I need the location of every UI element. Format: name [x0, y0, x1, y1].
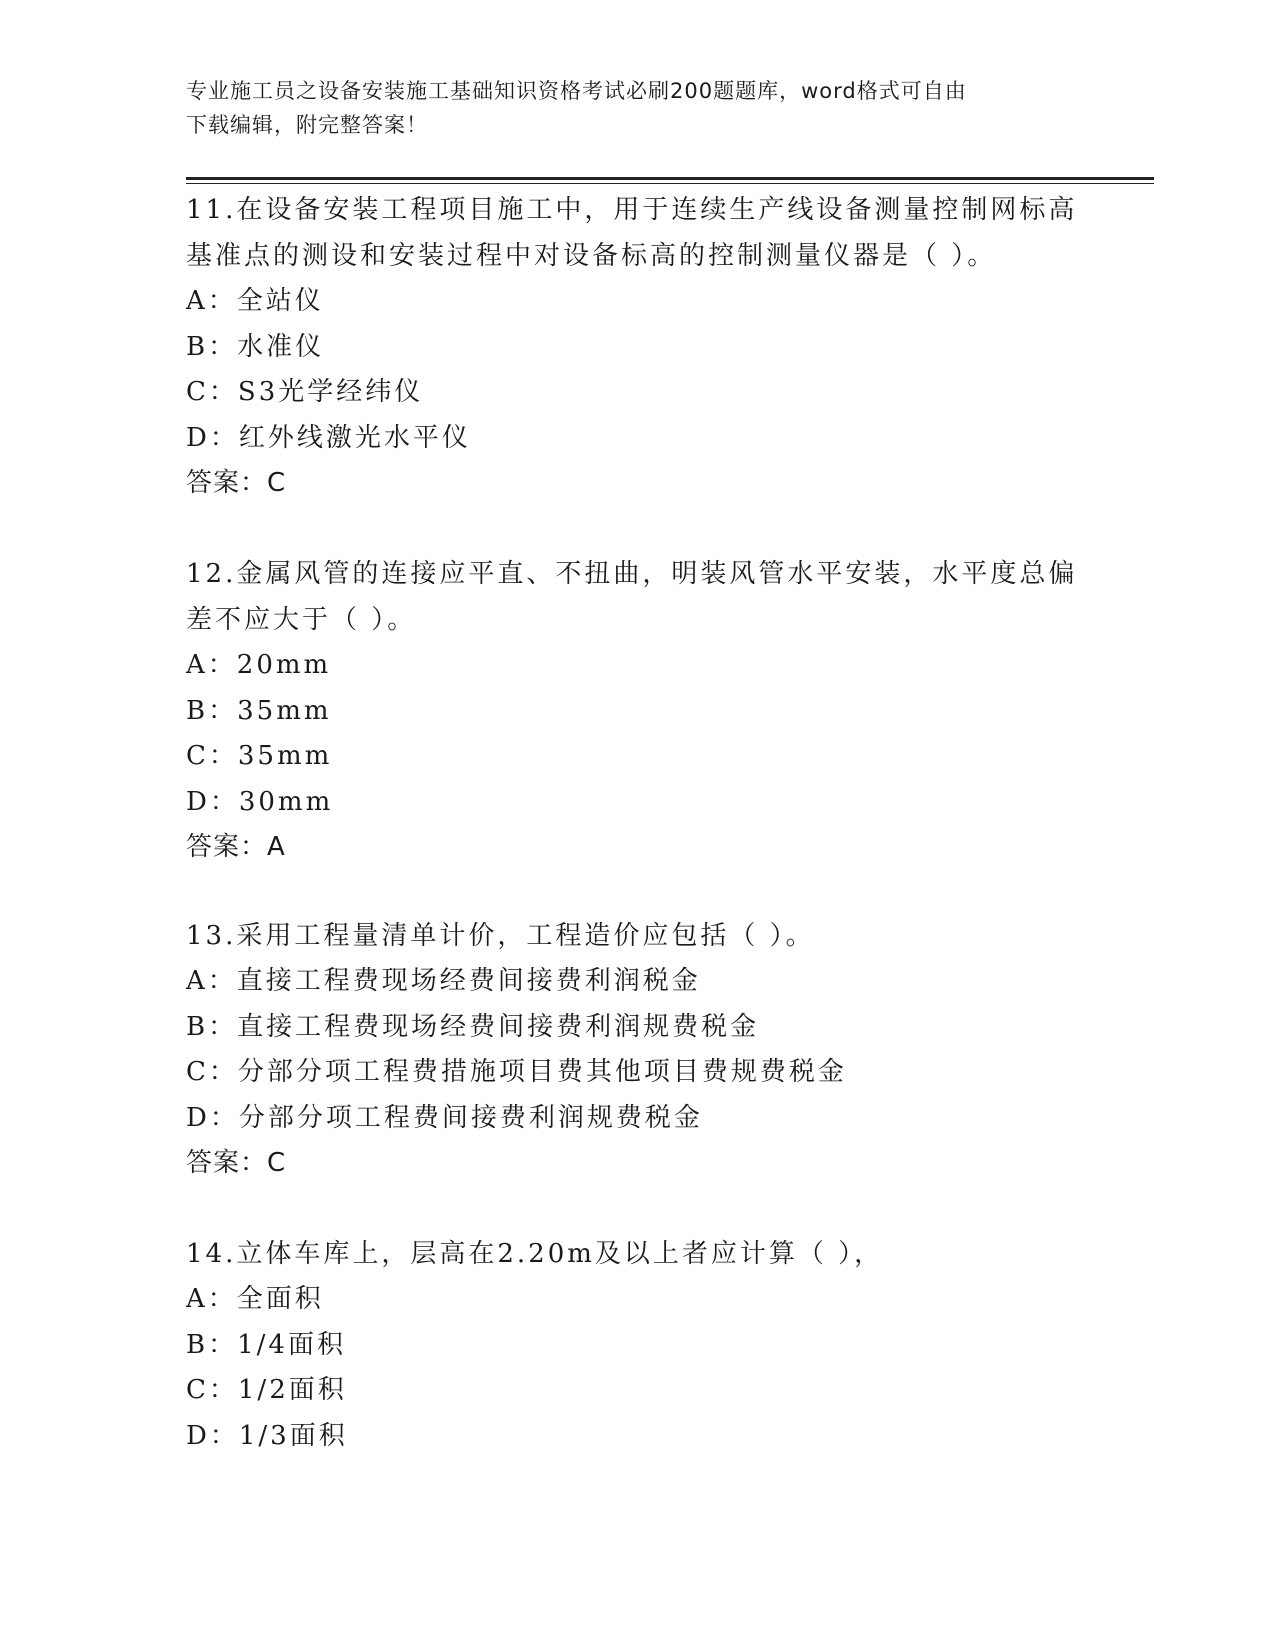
option-c: C：分部分项工程费措施项目费其他项目费规费税金 — [186, 1057, 847, 1087]
question-stem: 12.金属风管的连接应平直、不扭曲，明装风管水平安装，水平度总偏 — [186, 559, 1078, 589]
answer: 答案：C — [186, 1148, 287, 1178]
option-d: D：分部分项工程费间接费利润规费税金 — [186, 1102, 703, 1133]
option-c: C：1/2面积 — [186, 1375, 347, 1405]
question-12 — [186, 551, 1086, 870]
option-c: C：S3光学经纬仪 — [186, 377, 424, 407]
document-header — [186, 74, 1066, 142]
answer: 答案：C — [186, 468, 287, 498]
header-line-2: 下载编辑，附完整答案！ — [186, 113, 428, 137]
question-stem-continued: 基准点的测设和安装过程中对设备标高的控制测量仪器是（ ）。 — [186, 241, 997, 271]
option-b: B：35mm — [186, 695, 332, 726]
header-divider-thin — [186, 183, 1154, 184]
option-a: A：直接工程费现场经费间接费利润税金 — [186, 966, 701, 996]
option-b: B：直接工程费现场经费间接费利润规费税金 — [186, 1011, 760, 1042]
option-b: B：水准仪 — [186, 331, 325, 362]
option-d: D：30mm — [186, 786, 334, 817]
question-stem: 14.立体车库上，层高在2.20m及以上者应计算（ ）， — [186, 1239, 884, 1269]
question-13 — [186, 913, 1086, 1186]
question-stem: 11.在设备安装工程项目施工中，用于连续生产线设备测量控制网标高 — [186, 195, 1078, 225]
option-a: A：全面积 — [186, 1284, 324, 1314]
option-b: B：1/4面积 — [186, 1329, 346, 1360]
header-line-1: 专业施工员之设备安装施工基础知识资格考试必刷200题题库，word格式可自由 — [186, 79, 967, 103]
question-11 — [186, 187, 1086, 506]
option-d: D：1/3面积 — [186, 1420, 348, 1451]
option-c: C：35mm — [186, 741, 333, 771]
question-14 — [186, 1231, 1086, 1459]
option-a: A：全站仪 — [186, 286, 324, 316]
question-stem-continued: 差不应大于（ ）。 — [186, 605, 417, 635]
option-d: D：红外线激光水平仪 — [186, 422, 471, 453]
header-divider-thick — [186, 177, 1154, 180]
answer: 答案：A — [186, 832, 286, 862]
question-stem: 13.采用工程量清单计价，工程造价应包括（ ）。 — [186, 921, 815, 951]
option-a: A：20mm — [186, 650, 332, 680]
